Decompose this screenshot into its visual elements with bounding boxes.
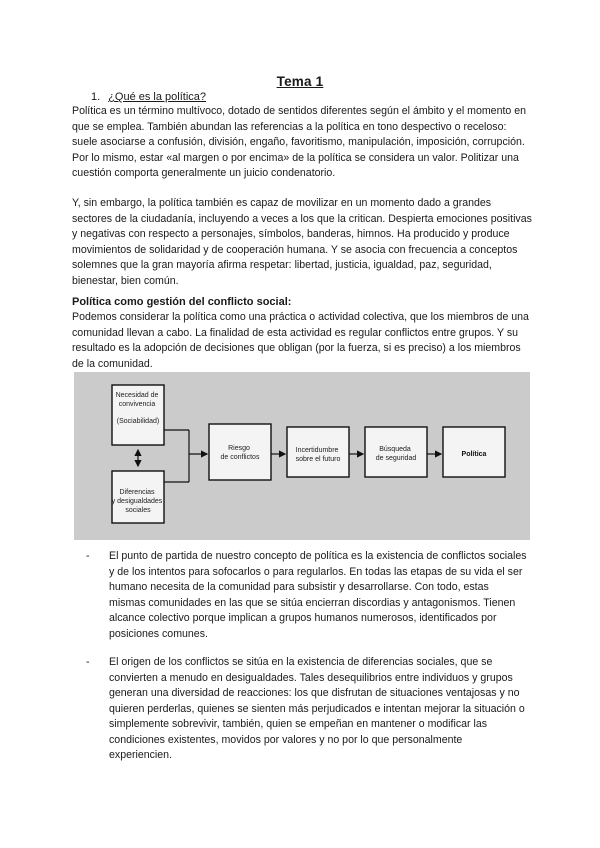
- conflict-diagram: [74, 372, 530, 540]
- box-necesidad-label: Necesidad de convivencia (Sociabilidad): [115, 392, 160, 425]
- question-heading: [91, 91, 206, 103]
- bullet-text: El origen de los conflictos se sitúa en la existencia de diferencias sociales, que se convierten a menudo en desigualdades. Tales desequilibrios entre individuos y grupos generan una diversidad de reacciones: los que disfrutan de situaciones ventajosas y no quieren perderlas, quienes se sienten más perjudicados e intentan mejorar la situación o simplemente sobrevivir, también, quien se empeñan en mantener o modificar las condiciones existentes, movidos por valores y no por lo que personalmente experiencien.: [109, 656, 525, 761]
- box-riesgo: [209, 424, 271, 480]
- box-busqueda-label: Búsqueda de seguridad: [375, 446, 417, 462]
- box-diferencias: [112, 471, 164, 523]
- diagram-svg: [74, 372, 530, 540]
- bullet-text: El punto de partida de nuestro concepto de política es la existencia de conflictos sociales y de los intentos para sofocarlos o para regularlos. En todas las etapas de su vida el ser humano necesita de la comunidad para subsistir y desarrollarse. Con todo, estas mismas comunidades en las que se sitúa encierran discordias y antagonismos. Tienen alcance colectivo porque implican a grupos humanos numerosos, identificados por posiciones comunes.: [109, 550, 527, 640]
- question-number: 1.: [91, 91, 101, 103]
- bullet-dash: -: [86, 656, 90, 668]
- box-incertidumbre-label: Incertidumbre sobre el futuro: [295, 447, 341, 463]
- section-heading: Política como gestión del conflicto social:: [72, 296, 292, 308]
- question-text: ¿Qué es la política?: [108, 91, 207, 103]
- bullet-dash: -: [86, 550, 90, 562]
- box-riesgo-label: Riesgo de conflictos: [220, 445, 260, 461]
- box-politica-label: Política: [461, 451, 487, 458]
- paragraph-2: Y, sin embargo, la política también es capaz de movilizar en un momento dado a grandes sectores de la ciudadanía, incluyendo a veces a los que la critican. Despierta emociones positivas y negativas con respecto a personajes, símbolos, banderas, himnos. Ha producido y produce movimientos de solidaridad y de cooperación humana. Y se asocia con frecuencia a conceptos solemnes que la gran mayoría afirma respetar: libertad, justicia, igualdad, paz, seguridad, bienestar, bien común.: [72, 197, 532, 287]
- section-paragraph: Podemos considerar la política como una práctica o actividad colectiva, que los miembros de una comunidad llevan a cabo. La finalidad de esta actividad es regular conflictos entre grupos. Y su resultado es la adopción de decisiones que obligan (por la fuerza, si es preciso) a los miembros de la comunidad.: [72, 311, 529, 370]
- page-title: Tema 1: [276, 74, 324, 89]
- box-diferencias-label: Diferencias y desigualdades sociales: [111, 489, 163, 514]
- paragraph-1: Política es un término multívoco, dotado de sentidos diferentes según el ámbito y el momento en que se emplea. También abundan las referencias a la política en tono despectivo o receloso: suele asociarse a confusión, división, engaño, favoritismo, manipulación, imposición, corrupción. Por lo mismo, estar «al margen o por encima» de la política se considera un valor. Politizar una cuestión comporta generalmente un juicio condenatorio.: [72, 105, 527, 179]
